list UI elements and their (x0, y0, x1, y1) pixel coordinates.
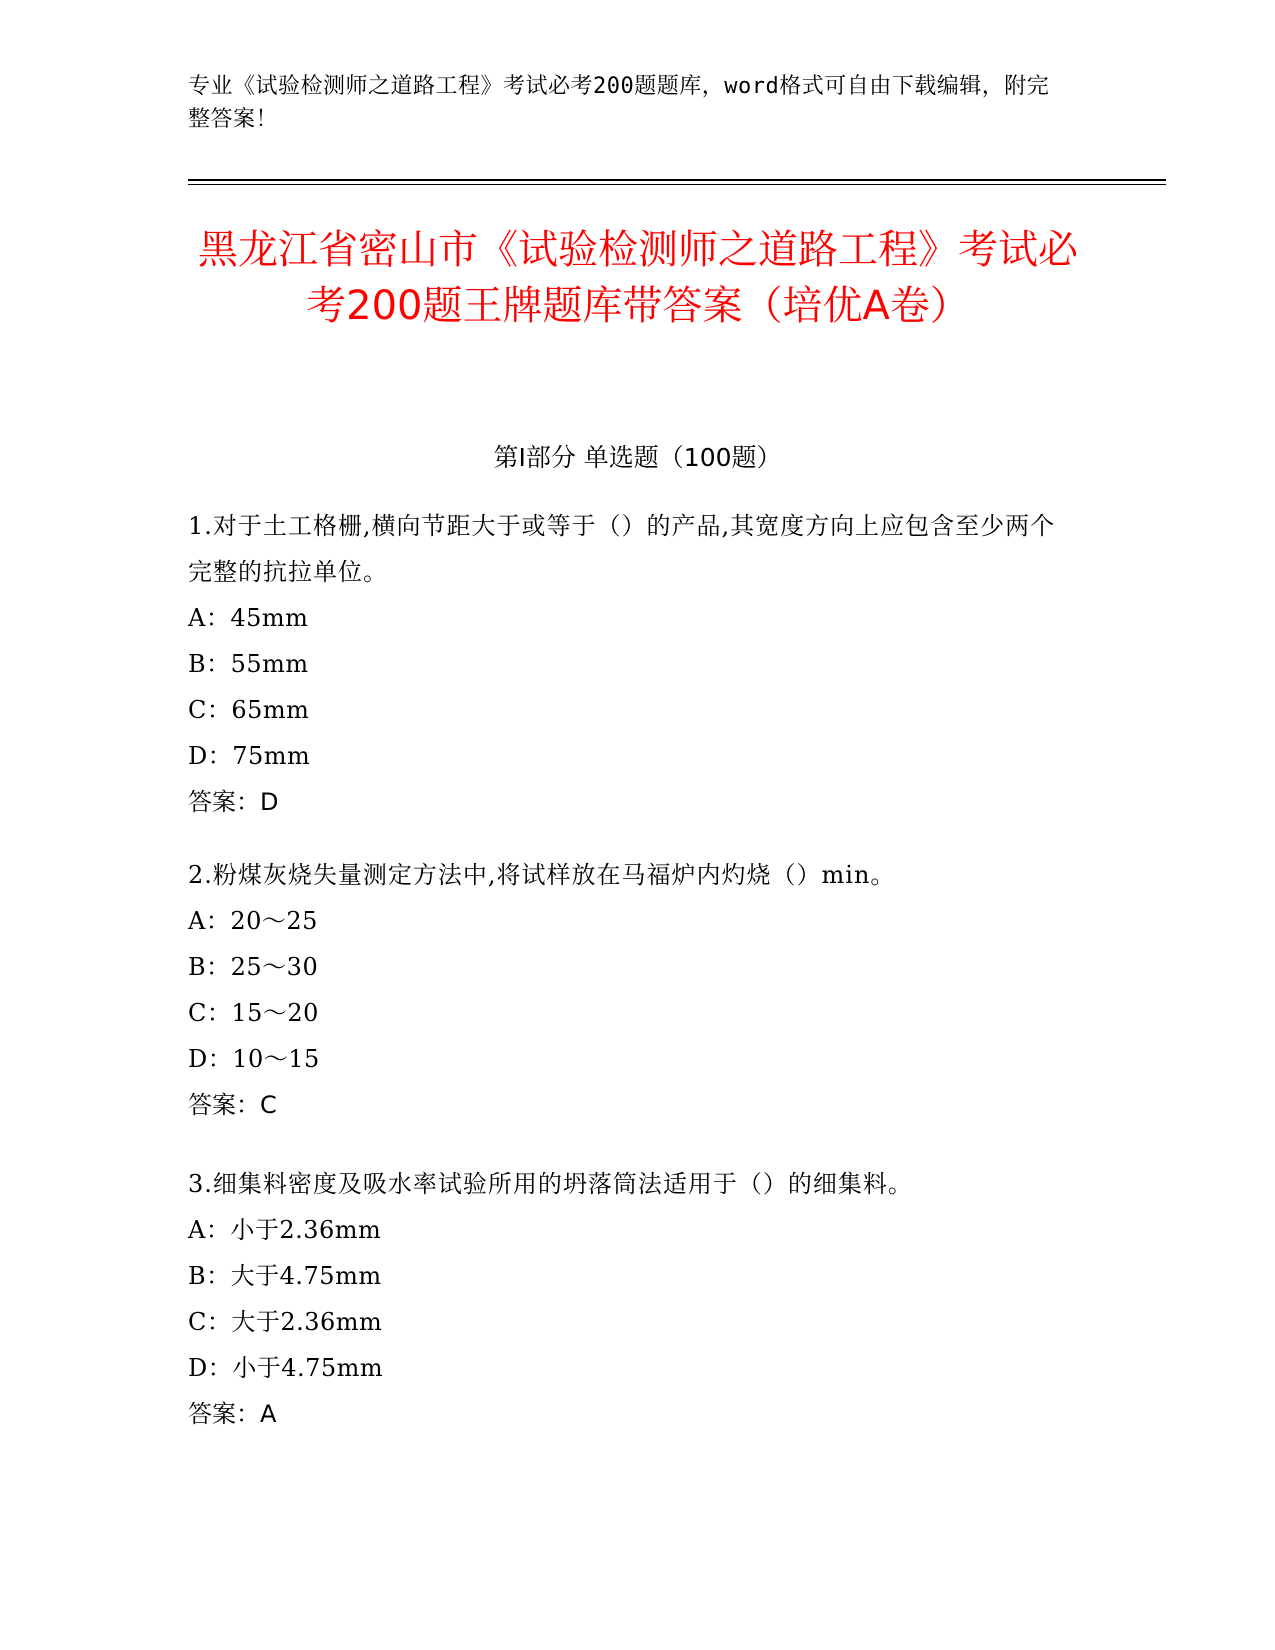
answer: 答案：A (188, 1400, 277, 1428)
question-1 (188, 503, 1068, 825)
question-stem: 3.细集料密度及吸水率试验所用的坍落筒法适用于（）的细集料。 (188, 1170, 913, 1198)
question-stem: 2.粉煤灰烧失量测定方法中,将试样放在马福炉内灼烧（）min。 (188, 861, 896, 889)
option-b: B：25～30 (188, 953, 319, 981)
answer: 答案：C (188, 1091, 277, 1119)
document-title: 黑龙江省密山市《试验检测师之道路工程》考试必考200题王牌题库带答案（培优A卷） (198, 227, 1078, 329)
option-a: A：小于2.36mm (188, 1216, 382, 1244)
header-divider-thick (188, 179, 1166, 181)
option-d: D：75mm (188, 742, 311, 770)
option-d: D：10～15 (188, 1045, 320, 1073)
header-divider-thin (188, 184, 1166, 185)
option-c: C：65mm (188, 696, 310, 724)
option-d: D：小于4.75mm (188, 1354, 384, 1382)
option-a: A：45mm (188, 604, 309, 632)
header-note: 专业《试验检测师之道路工程》考试必考200题题库，word格式可自由下载编辑，附完整答案！ (188, 74, 1050, 132)
option-b: B：55mm (188, 650, 309, 678)
question-2 (188, 852, 1068, 1128)
section-title: 第I部分 单选题（100题） (493, 443, 782, 472)
answer: 答案：D (188, 788, 279, 816)
option-c: C：大于2.36mm (188, 1308, 383, 1336)
option-b: B：大于4.75mm (188, 1262, 382, 1290)
option-c: C：15～20 (188, 999, 319, 1027)
question-stem: 1.对于土工格栅,横向节距大于或等于（）的产品,其宽度方向上应包含至少两个完整的抗拉单位。 (188, 512, 1056, 586)
question-3 (188, 1161, 1068, 1437)
option-a: A：20～25 (188, 907, 318, 935)
